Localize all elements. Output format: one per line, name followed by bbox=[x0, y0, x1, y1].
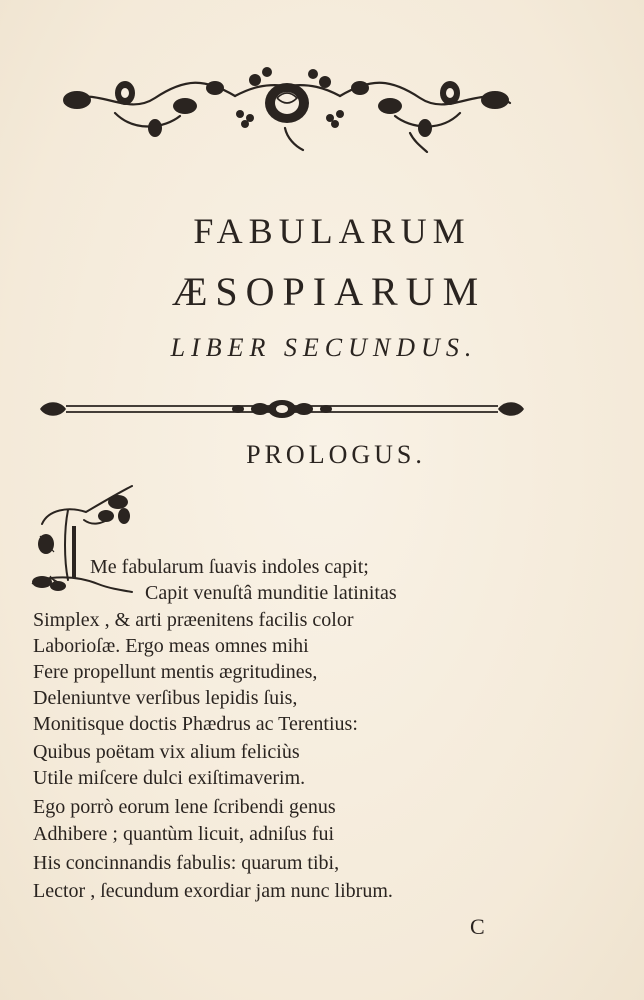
poem-line: Fere propellunt mentis ægritudines, bbox=[33, 661, 318, 683]
poem-line: Utile miſcere dulci exiſtimaverim. bbox=[33, 767, 306, 789]
floral-headpiece-icon bbox=[55, 58, 520, 153]
poem-line: Me fabularum ſuavis indoles capit; bbox=[90, 556, 369, 578]
poem-line: Monitisque doctis Phædrus ac Terentius: bbox=[33, 713, 358, 735]
ornamental-divider-icon bbox=[38, 396, 526, 422]
poem-line: Quibus poëtam vix alium feliciùs bbox=[33, 741, 300, 763]
subtitle-liber-secundus: LIBER SECUNDUS. bbox=[170, 333, 478, 362]
title-fabularum: FABULARUM bbox=[193, 211, 471, 251]
poem-line: Capit venuſtâ munditie latinitas bbox=[145, 582, 397, 604]
poem-line: Ego porrò eorum lene ſcribendi genus bbox=[33, 796, 336, 818]
poem-line: Simplex , & arti præenitens facilis color bbox=[33, 609, 354, 631]
signature-mark: C bbox=[470, 914, 485, 939]
poem-line: Laborioſæ. Ergo meas omnes mihi bbox=[33, 635, 309, 657]
title-aesopiarum: ÆSOPIARUM bbox=[171, 269, 487, 314]
poem-line: Adhibere ; quantùm licuit, adniſus fui bbox=[33, 823, 335, 845]
poem-line: Deleniuntve verſibus lepidis ſuis, bbox=[33, 687, 298, 709]
poem-line: Lector , ſecundum exordiar jam nunc librum. bbox=[33, 880, 393, 902]
poem-line: His concinnandis fabulis: quarum tibi, bbox=[33, 852, 340, 874]
section-heading-prologus: PROLOGUS. bbox=[246, 440, 426, 469]
